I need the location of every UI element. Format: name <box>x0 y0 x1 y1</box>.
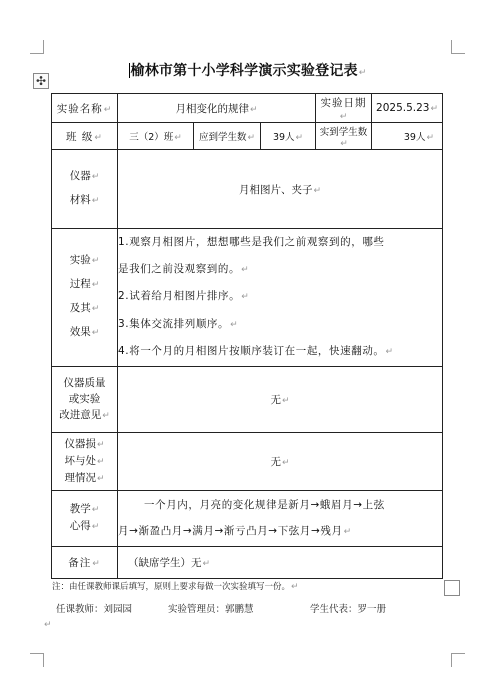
signature-line <box>56 601 386 615</box>
actual-students-label: 实到学生数↵ <box>316 123 372 150</box>
crop-mark-top-left <box>30 40 44 54</box>
text-cursor <box>129 63 130 78</box>
expected-students-label: 应到学生数↵ <box>194 123 261 150</box>
process-step: 2.试着给月相图片排序。↵ <box>118 290 250 302</box>
quality-label: 仪器质量 或实验 改进意见↵ <box>52 366 118 432</box>
process-step: 1.观察月相图片，想想哪些是我们之前观察到的，哪些 <box>118 236 385 248</box>
process-label: 实验↵ 过程↵ 及其↵ 效果↵ <box>52 229 118 367</box>
table-row <box>52 94 443 123</box>
actual-students-field[interactable]: 39人↵ <box>372 123 443 150</box>
process-step: 3.集体交流排列顺序。↵ <box>118 317 239 330</box>
remark-label: 备注↵ <box>52 546 118 578</box>
table-row <box>52 432 443 490</box>
process-step: 4.将一个月的月相图片按顺序装订在一起，快速翻动。↵ <box>118 345 394 357</box>
paragraph-mark-icon: ↵ <box>44 620 52 630</box>
class-label: 班 级↵ <box>52 123 118 150</box>
document-title <box>0 60 495 80</box>
crop-mark-bottom-right <box>451 653 465 667</box>
text-box-handle[interactable] <box>444 580 460 596</box>
process-step: 是我们之前没观察到的。↵ <box>118 262 250 275</box>
table-move-handle-icon[interactable]: ✣ <box>33 73 49 89</box>
damage-label: 仪器损↵ 坏与处↵ 理情况↵ <box>52 432 118 490</box>
footnote: 注：由任课教师课后填写，原则上要求每做一次实验填写一份。↵ <box>52 582 299 592</box>
insight-label: 教学↵ 心得↵ <box>52 490 118 546</box>
student-signature: 学生代表：罗一册 <box>310 604 387 615</box>
experiment-date-field[interactable]: 2025.5.23↵ <box>372 94 443 123</box>
title-text: 榆林市第十小学科学演示实验登记表 <box>130 63 358 79</box>
table-row <box>52 150 443 229</box>
table-row <box>52 546 443 578</box>
experiment-name-label: 实验名称↵ <box>52 94 118 123</box>
table-row <box>52 123 443 150</box>
process-field[interactable] <box>118 229 443 367</box>
insight-field[interactable]: 一个月内，月亮的变化规律是新月→蛾眉月→上弦 月→渐盈凸月→满月→渐亏凸月→下弦月→残月↵ <box>118 490 443 546</box>
quality-field[interactable]: 无↵ <box>118 366 443 432</box>
equipment-field[interactable]: 月相图片、夹子↵ <box>118 150 443 229</box>
expected-students-field[interactable]: 39人↵ <box>261 123 316 150</box>
table-row <box>52 229 443 367</box>
class-field[interactable]: 三（2）班↵ <box>118 123 194 150</box>
table-row <box>52 490 443 546</box>
experiment-name-field[interactable]: 月相变化的规律↵ <box>118 94 316 123</box>
admin-signature: 实验管理员：郭鹏慧 <box>168 604 254 615</box>
damage-field[interactable]: 无↵ <box>118 432 443 490</box>
table-row <box>52 366 443 432</box>
remark-field[interactable]: （缺席学生）无↵ <box>118 546 443 578</box>
crop-mark-top-right <box>451 40 465 54</box>
experiment-date-label: 实验日期↵ <box>316 94 372 123</box>
equipment-label: 仪器↵ 材料↵ <box>52 150 118 229</box>
registration-table <box>51 93 443 579</box>
teacher-signature: 任课教师：刘园园 <box>56 604 133 615</box>
paragraph-mark-icon: ↵ <box>358 68 367 78</box>
crop-mark-bottom-left <box>30 653 44 667</box>
